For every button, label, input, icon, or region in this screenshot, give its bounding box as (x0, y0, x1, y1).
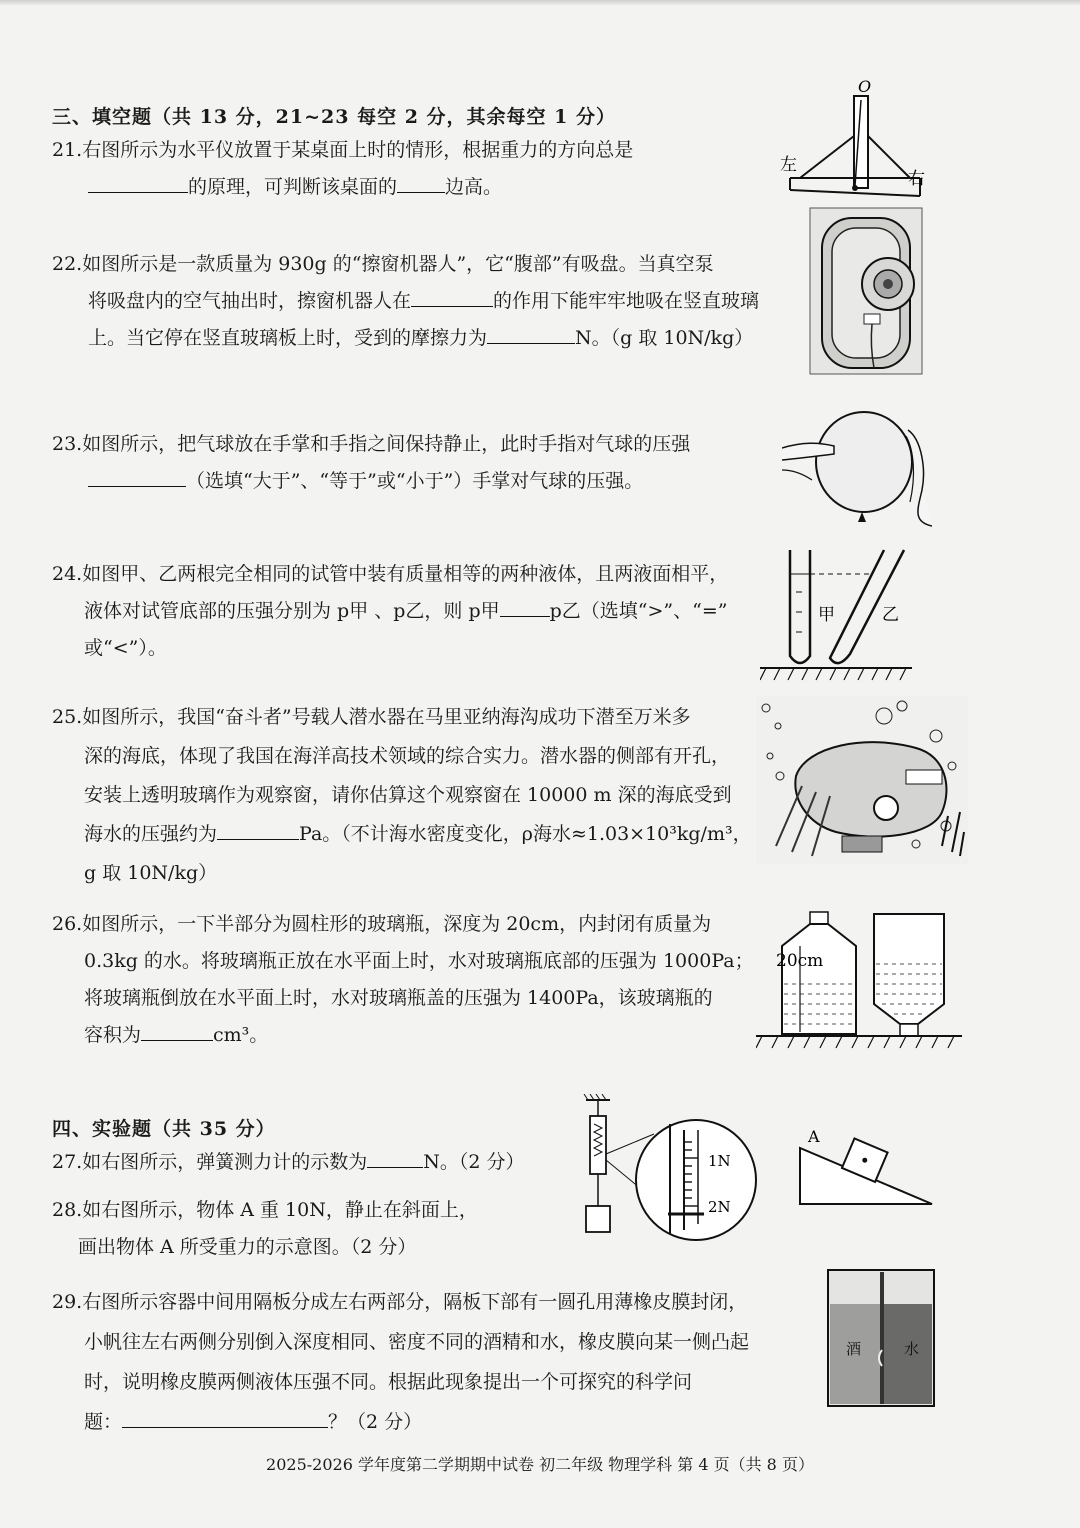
q29-number: 29. (52, 1291, 83, 1313)
q21-line1: 右图所示为水平仪放置于某桌面上时的情形，根据重力的方向总是 (82, 139, 634, 161)
level-right-label: 右 (908, 169, 925, 189)
q29-line4b: ？（2 分） (328, 1411, 423, 1433)
scan-edge (0, 0, 1080, 6)
q22-line1: 如图所示是一款质量为 930g 的“擦窗机器人”，它“腹部”有吸盘。当真空泵 (82, 253, 714, 275)
q23-line1: 如图所示，把气球放在手掌和手指之间保持静止，此时手指对气球的压强 (82, 433, 691, 455)
page-footer: 2025-2026 学年度第二学期期中试卷 初二年级 物理学科 第 4 页（共 8 页） (266, 1455, 814, 1474)
q29-line4a: 题： (84, 1411, 123, 1433)
q27-line1a: 如右图所示，弹簧测力计的示数为 (82, 1151, 368, 1173)
q29-line2: 小帆往左右两侧分别倒入深度相同、密度不同的酒精和水，橡皮膜向某一侧凸起 (84, 1331, 750, 1353)
q21-line2a: 的原理，可判断该桌面的 (188, 176, 398, 198)
q25-number: 25. (52, 706, 83, 728)
q29-line3: 时，说明橡皮膜两侧液体压强不同。根据此现象提出一个可探究的科学问 (84, 1371, 693, 1393)
question-22 (52, 246, 759, 357)
q22-line2b: 的作用下能牢牢地吸在竖直玻璃 (493, 290, 760, 312)
question-29 (52, 1282, 749, 1442)
q27-blank[interactable] (367, 1149, 423, 1168)
balloon-figure (782, 410, 932, 530)
q26-line4b: cm³。 (213, 1024, 269, 1046)
level-instrument-figure (780, 78, 930, 198)
q25-line2: 深的海底，体现了我国在海洋高技术领域的综合实力。潜水器的侧部有开孔， (84, 745, 731, 767)
spring-scale-figure (580, 1094, 770, 1266)
water-label: 水 (904, 1340, 920, 1358)
question-28 (52, 1192, 478, 1266)
container-partition-figure (826, 1268, 938, 1410)
q23-number: 23. (52, 433, 83, 455)
question-21 (52, 132, 633, 206)
q22-blank-2[interactable] (487, 325, 575, 344)
scale-tick-2n: 2N (708, 1198, 731, 1216)
q28-number: 28. (52, 1199, 83, 1221)
q25-line5: g 取 10N/kg） (84, 862, 218, 884)
q25-line4b: Pa。（不计海水密度变化，ρ海水≈1.03×10³kg/m³， (299, 823, 752, 845)
q24-line3: 或“<”）。 (84, 637, 167, 659)
block-a-label: A (808, 1127, 820, 1146)
section-4-title: 四、实验题（共 35 分） (52, 1118, 276, 1140)
q29-line1: 右图所示容器中间用隔板分成左右两部分，隔板下部有一圆孔用薄橡皮膜封闭， (82, 1291, 748, 1313)
q21-line2b: 边高。 (445, 176, 503, 198)
q24-number: 24. (52, 563, 83, 585)
window-robot-figure (808, 206, 924, 376)
test-tubes-figure (760, 546, 920, 686)
question-24 (52, 556, 728, 667)
level-left-label: 左 (780, 155, 797, 175)
q26-line1: 如图所示，一下半部分为圆柱形的玻璃瓶，深度为 20cm，内封闭有质量为 (82, 913, 712, 935)
incline-block-figure (796, 1124, 936, 1210)
tube-jia-label: 甲 (818, 605, 835, 625)
q25-line1: 如图所示，我国“奋斗者”号载人潜水器在马里亚纳海沟成功下潜至万米多 (82, 706, 691, 728)
q26-number: 26. (52, 913, 83, 935)
q24-line1: 如图甲、乙两根完全相同的试管中装有质量相等的两种液体，且两液面相平， (82, 563, 729, 585)
q28-line1: 如右图所示，物体 A 重 10N，静止在斜面上， (82, 1199, 478, 1221)
q24-line2a: 液体对试管底部的压强分别为 p甲 、p乙，则 p甲 (84, 600, 500, 622)
tube-yi-label: 乙 (882, 605, 899, 625)
q21-blank-1[interactable] (88, 174, 188, 193)
q23-blank[interactable] (88, 468, 186, 487)
scale-tick-1n: 1N (708, 1152, 731, 1170)
bottle-depth-label: 20cm (776, 951, 824, 971)
q22-line3b: N。（g 取 10N/kg） (575, 327, 754, 349)
question-23 (52, 426, 690, 500)
q26-line2: 0.3kg 的水。将玻璃瓶正放在水平面上时，水对玻璃瓶底部的压强为 1000Pa； (84, 950, 754, 972)
q21-number: 21. (52, 139, 83, 161)
alcohol-label: 酒 (846, 1340, 862, 1358)
q22-blank-1[interactable] (411, 288, 493, 307)
q27-line1b: N。（2 分） (423, 1151, 525, 1173)
q25-line4a: 海水的压强约为 (84, 823, 218, 845)
submersible-figure (756, 696, 968, 864)
question-26 (52, 906, 754, 1054)
q23-line2: （选填“大于”、“等于”或“小于”）手掌对气球的压强。 (186, 470, 644, 492)
q24-blank[interactable] (500, 598, 550, 617)
q25-line3: 安装上透明玻璃作为观察窗，请你估算这个观察窗在 10000 m 深的海底受到 (84, 784, 732, 806)
question-25 (52, 698, 752, 893)
q22-line2a: 将吸盘内的空气抽出时，擦窗机器人在 (88, 290, 412, 312)
q26-line4a: 容积为 (84, 1024, 142, 1046)
q27-number: 27. (52, 1151, 83, 1173)
q26-line3: 将玻璃瓶倒放在水平面上时，水对玻璃瓶盖的压强为 1400Pa，该玻璃瓶的 (84, 987, 713, 1009)
q22-line3a: 上。当它停在竖直玻璃板上时，受到的摩擦力为 (88, 327, 488, 349)
q28-line2: 画出物体 A 所受重力的示意图。（2 分） (78, 1236, 417, 1258)
q22-number: 22. (52, 253, 83, 275)
bottles-figure (756, 906, 966, 1052)
question-27 (52, 1144, 525, 1181)
q24-line2b: p乙（选填“>”、“=” (549, 600, 728, 622)
q26-blank[interactable] (141, 1022, 213, 1041)
q21-blank-2[interactable] (397, 174, 445, 193)
q29-blank[interactable] (122, 1409, 328, 1428)
section-3-title: 三、填空题（共 13 分，21~23 每空 2 分，其余每空 1 分） (52, 106, 616, 128)
q25-blank[interactable] (217, 821, 299, 840)
level-top-label: O (858, 78, 872, 96)
